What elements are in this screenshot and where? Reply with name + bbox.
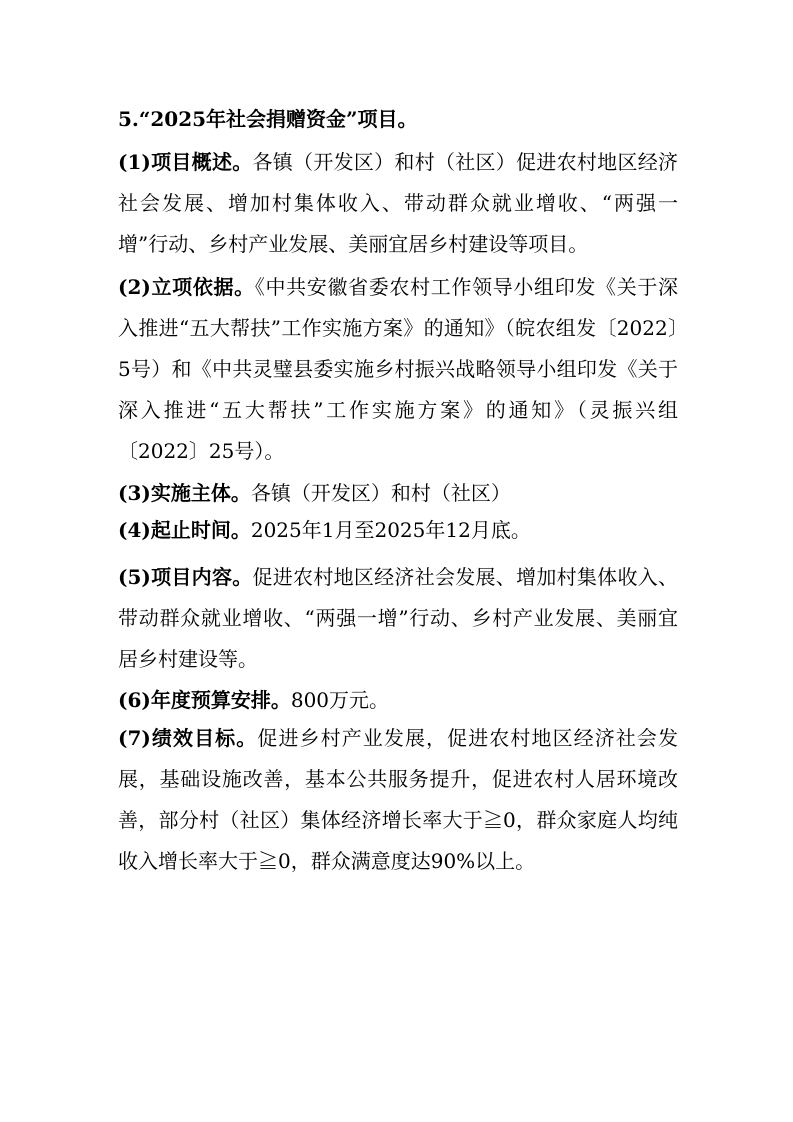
item-text: 《中共安徽省委农村工作领导小组印发《关于深入推进“五大帮扶”工作实施方案》的通知》（皖农组发〔2022〕5号）和《中共灵璧县委实施乡村振兴战略领导小组印发《关于深入推进“五大帮扶”工作实施方案》的通知》（灵振兴组〔2022〕25号）。	[118, 275, 679, 463]
item-text: 各镇（开发区）和村（社区）	[250, 481, 511, 505]
item-project-overview	[118, 142, 678, 265]
item-label: (2)立项依据。	[118, 275, 255, 299]
item-content	[118, 557, 678, 680]
item-label: (6)年度预算安排。	[118, 688, 291, 712]
item-performance-goal	[118, 718, 678, 882]
item-label: (5)项目内容。	[118, 565, 253, 589]
section-title: 5.“2025年社会捐赠资金”项目。	[118, 107, 418, 131]
item-label: (3)实施主体。	[118, 481, 251, 505]
item-text: 800万元。	[290, 688, 390, 712]
item-text: 2025年1月至2025年12月底。	[250, 518, 531, 542]
item-label: (7)绩效目标。	[118, 726, 258, 750]
item-text: 促进农村地区经济社会发展、增加村集体收入、带动群众就业增收、“两强一增”行动、乡村产业发展、美丽宜居乡村建设等。	[118, 565, 679, 671]
item-period	[118, 510, 678, 551]
item-implementer	[118, 473, 678, 514]
item-label: (4)起止时间。	[118, 518, 251, 542]
item-text: 各镇（开发区）和村（社区）促进农村地区经济社会发展、增加村集体收入、带动群众就业增收、“两强一增”行动、乡村产业发展、美丽宜居乡村建设等项目。	[118, 150, 679, 256]
item-text: 促进乡村产业发展，促进农村地区经济社会发展，基础设施改善，基本公共服务提升，促进农村人居环境改善，部分村（社区）集体经济增长率大于≧0，群众家庭人均纯收入增长率大于≧0，群众满意度达90%以上。	[118, 726, 678, 873]
item-basis	[118, 267, 678, 472]
item-budget	[118, 680, 678, 721]
item-label: (1)项目概述。	[118, 150, 253, 174]
